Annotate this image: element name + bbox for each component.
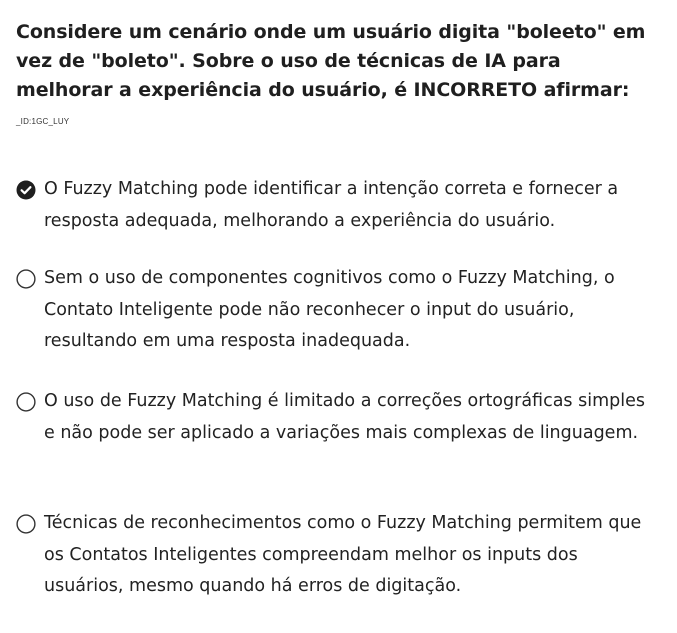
radio-empty-icon[interactable]: [16, 514, 36, 534]
answer-option-text: Técnicas de reconhecimentos como o Fuzzy Matching permitem que os Contatos Inteligentes compreendam melhor os inputs dos usuários, mesmo quando há erros de digitação.: [44, 513, 642, 596]
check-circle-icon[interactable]: [16, 180, 36, 200]
question-id-label: _ID:1GC_LUY: [16, 117, 70, 126]
answer-option-4[interactable]: [16, 510, 661, 603]
answer-option-text: O Fuzzy Matching pode identificar a intenção correta e fornecer a resposta adequada, melhorando a experiência do usuário.: [44, 179, 619, 231]
answer-option-2[interactable]: [16, 265, 661, 358]
answer-option-text: O uso de Fuzzy Matching é limitado a correções ortográficas simples e não pode ser aplicado a variações mais complexas de linguagem.: [44, 391, 645, 443]
answer-option-3[interactable]: [16, 388, 661, 449]
question-text: Considere um cenário onde um usuário digita "boleeto" em vez de "boleto". Sobre o uso de técnicas de IA para melhorar a experiência do usuário, é INCORRETO afirmar:: [16, 21, 646, 101]
radio-empty-icon[interactable]: [16, 269, 36, 289]
answer-option-text: Sem o uso de componentes cognitivos como o Fuzzy Matching, o Contato Inteligente pode não reconhecer o input do usuário, resultando em uma resposta inadequada.: [44, 268, 615, 351]
radio-empty-icon[interactable]: [16, 392, 36, 412]
answer-option-1[interactable]: [16, 176, 661, 237]
